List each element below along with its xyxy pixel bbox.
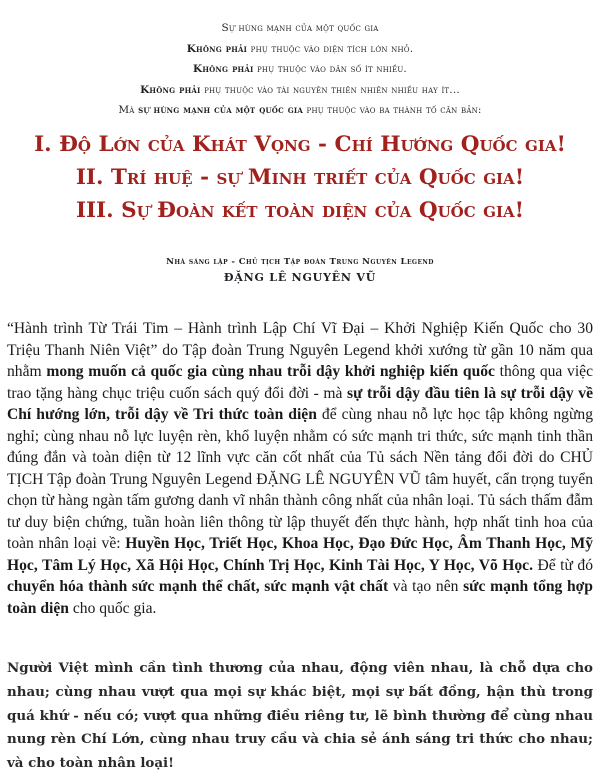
founder-credit <box>0 254 600 286</box>
intro-line-5: Mà sự hùng mạnh của một quốc gia phụ thuộc vào ba thành tố căn bản: <box>118 104 482 116</box>
intro-block <box>0 18 600 121</box>
founder-name: ĐẶNG LÊ NGUYÊN VŨ <box>223 271 377 284</box>
intro-line-4: Không phải phụ thuộc vào tài nguyên thiên nhiên nhiều hay ít... <box>140 83 460 96</box>
founder-role: Nhà sáng lập - Chủ tịch Tập đoàn Trung Nguyên Legend <box>166 257 434 267</box>
intro-line-2: Không phải phụ thuộc vào diện tích lớn nhỏ. <box>186 42 414 55</box>
intro-line-3: Không phải phụ thuộc vào dân số ít nhiều. <box>193 63 407 75</box>
intro-line-1: Sự hùng mạnh của một quốc gia <box>221 22 379 34</box>
heading-3: III. Sự Đoàn kết toàn diện của Quốc gia! <box>75 198 525 223</box>
heading-2: II. Trí huệ - sự Minh triết của Quốc gia! <box>75 165 525 190</box>
body-paragraph-1: “Hành trình Từ Trái Tim – Hành trình Lập Chí Vĩ Đại – Khởi Nghiệp Kiến Quốc cho 30 Triệu Thanh Niên Việt” do Tập đoàn Trung Nguyên Legend khởi xướng từ gần 10 năm qua nhằm mong muốn cả quốc gia cùng nhau trỗi dậy khởi nghiệp kiến quốc thông qua việc trao tặng hàng chục triệu cuốn sách quý đổi đời - mà sự trỗi dậy đầu tiên là sự trỗi dậy về Chí hướng lớn, trỗi dậy về Tri thức toàn diện để cùng nhau nỗ lực học tập không ngừng nghỉ; cùng nhau nỗ lực luyện rèn, khổ luyện nhằm có sức mạnh tri thức, sức mạnh tinh thần đúng đắn và toàn diện từ 12 lĩnh vực căn cốt nhất của Tủ sách Nền tảng đổi đời do CHỦ TỊCH Tập đoàn Trung Nguyên Legend ĐẶNG LÊ NGUYÊN VŨ tâm huyết, cẩn trọng tuyển chọn từ hàng ngàn tấm gương danh vĩ nhân thành công nhất của nhân loại. Tủ sách thấm đẫm tư duy biện chứng, tuần hoàn liên thông từ lập thuyết đến thực hành, hợp nhất tinh hoa của toàn nhân loại về: Huyền Học, Triết Học, Khoa Học, Đạo Đức Học, Âm Thanh Học, Mỹ Học, Tâm Lý Học, Xã Hội Học, Chính Trị Học, Kinh Tài Học, Y Học, Võ Học. Để từ đó chuyển hóa thành sức mạnh thể chất, sức mạnh vật chất và tạo nên sức mạnh tổng hợp toàn diện cho quốc gia. <box>7 320 594 617</box>
body-paragraph-2: Người Việt mình cần tình thương của nhau, động viên nhau, là chỗ dựa cho nhau; cùng nhau vượt qua mọi sự khác biệt, mọi sự bất đồng, hận thù trong quá khứ - nếu có; vượt qua những điều riêng tư, lẽ bình thường để cùng nhau nung rèn Chí Lớn, cùng nhau truy cầu và chia sẻ ánh sáng tri thức cho nhau; và cho toàn nhân loại! <box>7 660 593 772</box>
heading-block <box>0 128 600 227</box>
heading-1: I. Độ Lớn của Khát Vọng - Chí Hướng Quốc gia! <box>34 132 566 157</box>
